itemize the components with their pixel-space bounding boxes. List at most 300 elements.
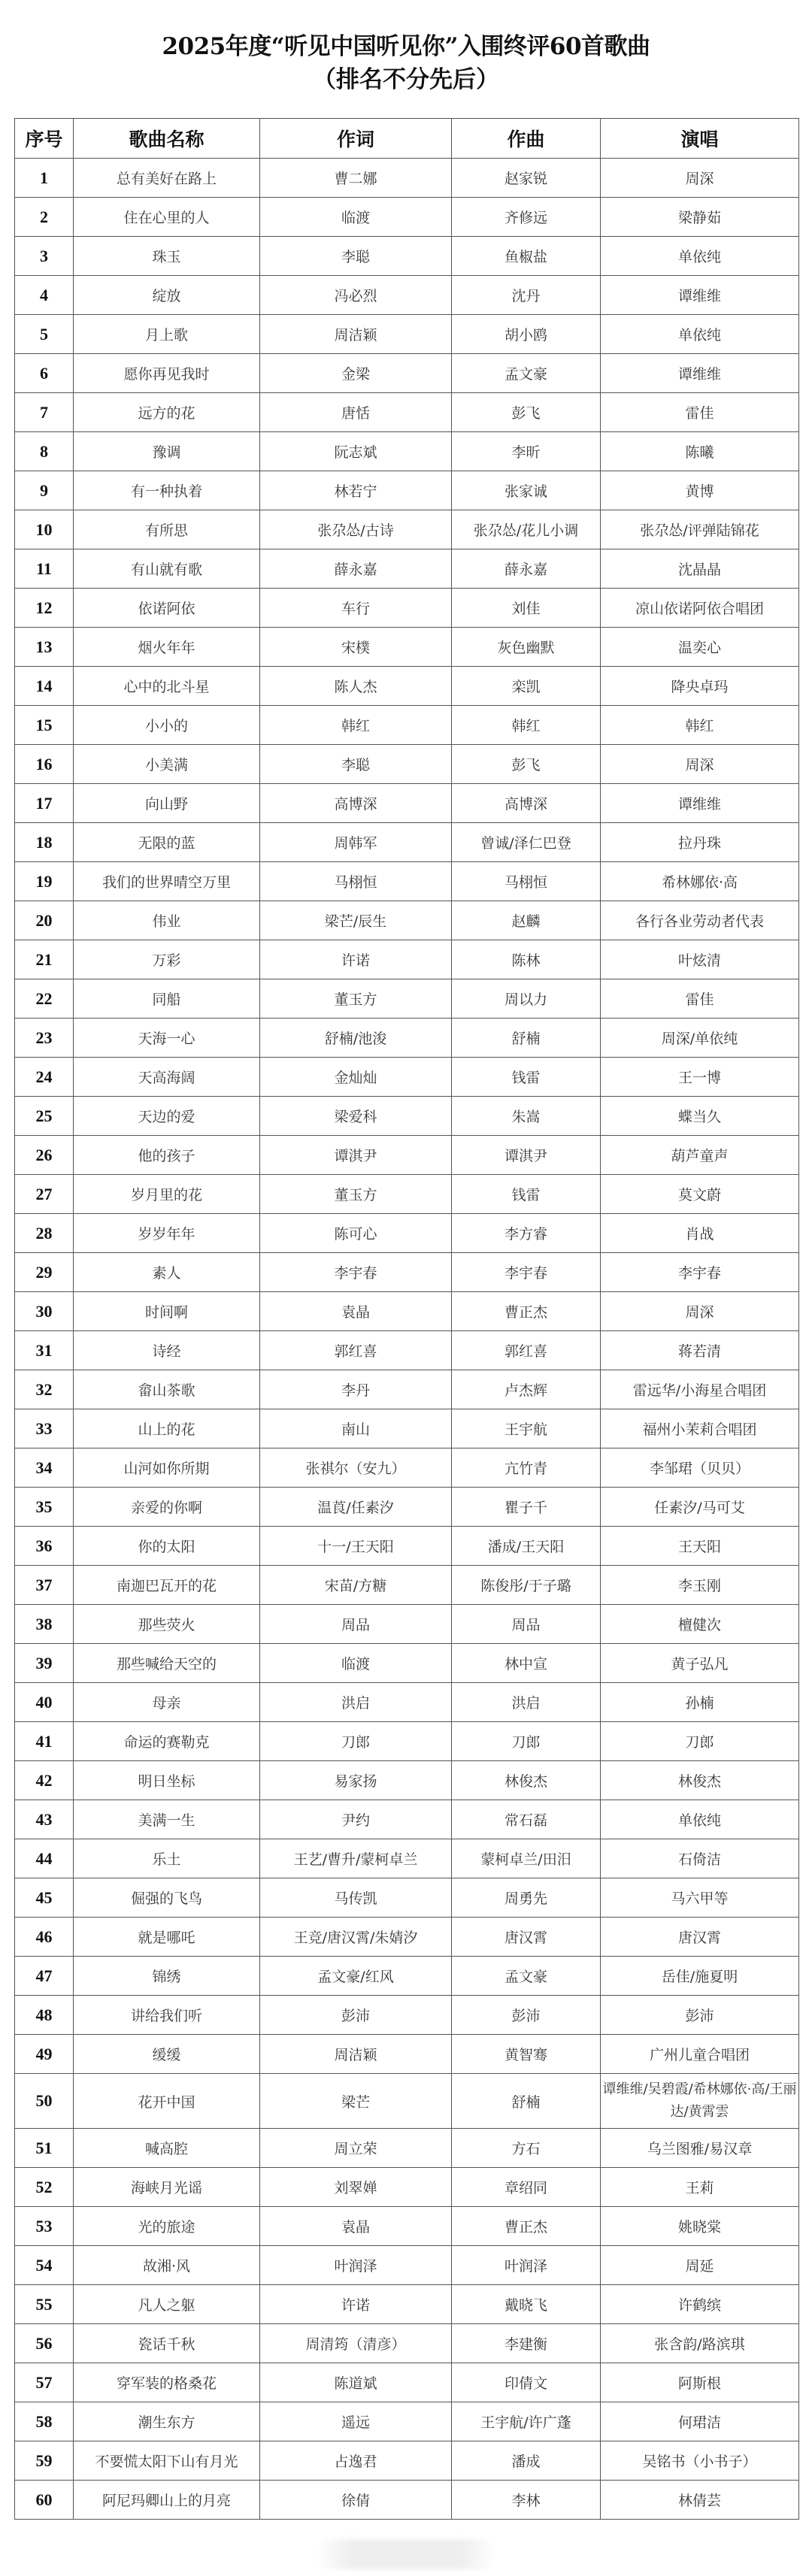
cell-song-title: 潮生东方 [74,2402,260,2441]
cell-song-title: 锦绣 [74,1957,260,1996]
cell-composer: 钱雷 [452,1058,601,1097]
table-row [15,784,799,823]
cell-performer: 李邹珺（贝贝） [601,1448,799,1488]
cell-lyricist: 洪启 [260,1683,452,1722]
table-row [15,1370,799,1409]
cell-performer: 梁静茹 [601,198,799,237]
cell-song-title: 那些喊给天空的 [74,1644,260,1683]
cell-lyricist: 董玉方 [260,979,452,1019]
cell-index: 27 [15,1175,74,1214]
cell-index: 33 [15,1409,74,1448]
cell-composer: 黄智骞 [452,2035,601,2074]
table-row [15,2246,799,2285]
cell-performer: 马六甲等 [601,1878,799,1918]
cell-performer: 林倩芸 [601,2481,799,2520]
cell-song-title: 畲山茶歌 [74,1370,260,1409]
cell-index: 14 [15,667,74,706]
cell-composer: 朱嵩 [452,1097,601,1136]
cell-song-title: 讲给我们听 [74,1996,260,2035]
cell-performer: 单依纯 [601,1800,799,1839]
cell-lyricist: 唐恬 [260,393,452,432]
cell-index: 44 [15,1839,74,1878]
cell-composer: 李宇春 [452,1253,601,1292]
cell-lyricist: 叶润泽 [260,2246,452,2285]
cell-performer: 何珺洁 [601,2402,799,2441]
cell-song-title: 乐土 [74,1839,260,1878]
cell-song-title: 山上的花 [74,1409,260,1448]
cell-index: 8 [15,432,74,471]
cell-composer: 舒楠 [452,1019,601,1058]
table-row [15,1175,799,1214]
table-row [15,1058,799,1097]
table-row [15,393,799,432]
cell-index: 25 [15,1097,74,1136]
cell-index: 52 [15,2168,74,2207]
cell-lyricist: 金灿灿 [260,1058,452,1097]
cell-performer: 姚晓棠 [601,2207,799,2246]
cell-song-title: 绽放 [74,276,260,315]
cell-performer: 葫芦童声 [601,1136,799,1175]
cell-lyricist: 周洁颖 [260,2035,452,2074]
cell-composer: 潘成/王天阳 [452,1527,601,1566]
cell-lyricist: 梁芒 [260,2074,452,2129]
page-title: 2025年度“听见中国听见你”入围终评60首歌曲 [162,33,650,60]
table-row [15,354,799,393]
cell-index: 19 [15,862,74,901]
cell-composer: 张家诚 [452,471,601,510]
cell-song-title: 你的太阳 [74,1527,260,1566]
cell-composer: 郭红喜 [452,1331,601,1370]
cell-song-title: 我们的世界晴空万里 [74,862,260,901]
cell-index: 15 [15,706,74,745]
cell-lyricist: 临渡 [260,198,452,237]
cell-index: 6 [15,354,74,393]
cell-performer: 黄博 [601,471,799,510]
cell-composer: 唐汉霄 [452,1918,601,1957]
header-composer: 作曲 [452,119,601,159]
table-row [15,237,799,276]
cell-lyricist: 袁晶 [260,2207,452,2246]
table-row [15,823,799,862]
cell-composer: 李方睿 [452,1214,601,1253]
cell-song-title: 岁月里的花 [74,1175,260,1214]
cell-index: 42 [15,1761,74,1800]
cell-song-title: 美满一生 [74,1800,260,1839]
cell-composer: 高博深 [452,784,601,823]
table-row [15,2168,799,2207]
cell-performer: 林俊杰 [601,1761,799,1800]
cell-song-title: 向山野 [74,784,260,823]
cell-song-title: 海峡月光谣 [74,2168,260,2207]
cell-lyricist: 王竞/唐汉霄/朱婧汐 [260,1918,452,1957]
cell-lyricist: 张尕怂/古诗 [260,510,452,549]
cell-index: 24 [15,1058,74,1097]
table-row [15,471,799,510]
table-row [15,589,799,628]
cell-song-title: 那些荧火 [74,1605,260,1644]
cell-performer: 许鹤缤 [601,2285,799,2324]
cell-performer: 雷佳 [601,979,799,1019]
cell-performer: 谭维维 [601,784,799,823]
cell-performer: 雷远华/小海星合唱团 [601,1370,799,1409]
cell-lyricist: 周韩军 [260,823,452,862]
cell-index: 12 [15,589,74,628]
cell-lyricist: 临渡 [260,1644,452,1683]
cell-song-title: 心中的北斗星 [74,667,260,706]
cell-performer: 刀郎 [601,1722,799,1761]
cell-song-title: 亲爱的你啊 [74,1488,260,1527]
table-row [15,1292,799,1331]
cell-performer: 肖战 [601,1214,799,1253]
document-header [0,30,812,96]
cell-performer: 莫文蔚 [601,1175,799,1214]
cell-performer: 叶炫清 [601,940,799,979]
cell-performer: 福州小茉莉合唱团 [601,1409,799,1448]
cell-composer: 李昕 [452,432,601,471]
cell-performer: 彭沛 [601,1996,799,2035]
cell-song-title: 瓷话千秋 [74,2324,260,2363]
cell-lyricist: 张祺尔（安九） [260,1448,452,1488]
cell-composer: 张尕怂/花儿小调 [452,510,601,549]
cell-composer: 王宇航/许广蓬 [452,2402,601,2441]
cell-composer: 沈丹 [452,276,601,315]
cell-song-title: 天海一心 [74,1019,260,1058]
cell-composer: 章绍同 [452,2168,601,2207]
cell-index: 46 [15,1918,74,1957]
cell-lyricist: 易家扬 [260,1761,452,1800]
cell-song-title: 总有美好在路上 [74,159,260,198]
cell-performer: 檀健次 [601,1605,799,1644]
cell-index: 43 [15,1800,74,1839]
cell-composer: 蒙柯卓兰/田汨 [452,1839,601,1878]
cell-lyricist: 阮志斌 [260,432,452,471]
cell-index: 41 [15,1722,74,1761]
cell-song-title: 就是哪吒 [74,1918,260,1957]
cell-song-title: 母亲 [74,1683,260,1722]
cell-lyricist: 马栩恒 [260,862,452,901]
cell-song-title: 天边的爱 [74,1097,260,1136]
cell-song-title: 光的旅途 [74,2207,260,2246]
cell-performer: 谭维维 [601,276,799,315]
cell-performer: 沈晶晶 [601,549,799,589]
cell-index: 31 [15,1331,74,1370]
table-row [15,745,799,784]
cell-index: 45 [15,1878,74,1918]
cell-lyricist: 梁爱科 [260,1097,452,1136]
table-row [15,1761,799,1800]
table-row [15,159,799,198]
cell-lyricist: 宋苗/方糖 [260,1566,452,1605]
cell-lyricist: 李聪 [260,745,452,784]
table-row [15,432,799,471]
cell-song-title: 故湘·风 [74,2246,260,2285]
cell-index: 35 [15,1488,74,1527]
cell-composer: 陈林 [452,940,601,979]
cell-index: 51 [15,2129,74,2168]
cell-song-title: 阿尼玛卿山上的月亮 [74,2481,260,2520]
cell-lyricist: 李聪 [260,237,452,276]
cell-composer: 齐修远 [452,198,601,237]
table-row [15,667,799,706]
table-row [15,1683,799,1722]
cell-lyricist: 十一/王天阳 [260,1527,452,1566]
cell-song-title: 不要慌太阳下山有月光 [74,2441,260,2481]
table-row [15,1136,799,1175]
cell-performer: 周延 [601,2246,799,2285]
cell-composer: 胡小鸥 [452,315,601,354]
cell-lyricist: 车行 [260,589,452,628]
table-row [15,2285,799,2324]
cell-lyricist: 尹约 [260,1800,452,1839]
cell-performer: 黄子弘凡 [601,1644,799,1683]
cell-performer: 陈曦 [601,432,799,471]
cell-song-title: 喊高腔 [74,2129,260,2168]
cell-index: 59 [15,2441,74,2481]
cell-index: 40 [15,1683,74,1722]
cell-lyricist: 舒楠/池浚 [260,1019,452,1058]
table-row [15,1957,799,1996]
table-row [15,2481,799,2520]
cell-song-title: 万彩 [74,940,260,979]
cell-index: 37 [15,1566,74,1605]
cell-song-title: 伟业 [74,901,260,940]
cell-song-title: 岁岁年年 [74,1214,260,1253]
cell-composer: 马栩恒 [452,862,601,901]
cell-lyricist: 许诺 [260,2285,452,2324]
table-row [15,862,799,901]
cell-composer: 周品 [452,1605,601,1644]
cell-song-title: 豫调 [74,432,260,471]
cell-composer: 曹正杰 [452,2207,601,2246]
header-performer: 演唱 [601,119,799,159]
cell-composer: 亢竹青 [452,1448,601,1488]
cell-song-title: 时间啊 [74,1292,260,1331]
cell-lyricist: 周清筠（清彦） [260,2324,452,2363]
cell-performer: 吴铭书（小书子） [601,2441,799,2481]
cell-song-title: 同船 [74,979,260,1019]
cell-composer: 林中宣 [452,1644,601,1683]
cell-composer: 潘成 [452,2441,601,2481]
table-row [15,628,799,667]
cell-composer: 刘佳 [452,589,601,628]
cell-lyricist: 南山 [260,1409,452,1448]
cell-performer: 周深/单依纯 [601,1019,799,1058]
cell-lyricist: 薛永嘉 [260,549,452,589]
cell-composer: 彭飞 [452,745,601,784]
cell-composer: 常石磊 [452,1800,601,1839]
cell-song-title: 倔强的飞鸟 [74,1878,260,1918]
cell-index: 22 [15,979,74,1019]
cell-composer: 瞿子千 [452,1488,601,1527]
page-subtitle: （排名不分先后） [313,66,499,93]
cell-lyricist: 彭沛 [260,1996,452,2035]
cell-song-title: 天高海阔 [74,1058,260,1097]
cell-song-title: 远方的花 [74,393,260,432]
cell-lyricist: 郭红喜 [260,1331,452,1370]
cell-song-title: 南迦巴瓦开的花 [74,1566,260,1605]
cell-composer: 周勇先 [452,1878,601,1918]
cell-song-title: 住在心里的人 [74,198,260,237]
cell-performer: 蒋若清 [601,1331,799,1370]
cell-performer: 周深 [601,159,799,198]
cell-composer: 印倩文 [452,2363,601,2402]
cell-performer: 张尕怂/评弹陆锦花 [601,510,799,549]
cell-index: 18 [15,823,74,862]
cell-performer: 王莉 [601,2168,799,2207]
cell-composer: 洪启 [452,1683,601,1722]
cell-song-title: 凡人之躯 [74,2285,260,2324]
table-row [15,1644,799,1683]
table-row [15,1019,799,1058]
cell-performer: 广州儿童合唱团 [601,2035,799,2074]
cell-index: 9 [15,471,74,510]
cell-lyricist: 高博深 [260,784,452,823]
table-row [15,901,799,940]
table-row [15,315,799,354]
cell-index: 48 [15,1996,74,2035]
table-row [15,2129,799,2168]
cell-song-title: 有所思 [74,510,260,549]
cell-composer: 栾凯 [452,667,601,706]
cell-song-title: 珠玉 [74,237,260,276]
cell-composer: 林俊杰 [452,1761,601,1800]
cell-song-title: 素人 [74,1253,260,1292]
cell-song-title: 明日坐标 [74,1761,260,1800]
table-header-row [15,119,799,159]
cell-index: 17 [15,784,74,823]
cell-composer: 韩红 [452,706,601,745]
cell-performer: 谭维维/吴碧霞/希林娜依·高/王丽达/黄霄雲 [601,2074,799,2129]
cell-song-title: 山河如你所期 [74,1448,260,1488]
cell-index: 4 [15,276,74,315]
watermark-overlay [316,2539,496,2569]
cell-lyricist: 周立荣 [260,2129,452,2168]
cell-song-title: 缓缓 [74,2035,260,2074]
cell-performer: 任素汐/马可艾 [601,1488,799,1527]
cell-index: 13 [15,628,74,667]
cell-song-title: 依诺阿依 [74,589,260,628]
cell-performer: 唐汉霄 [601,1918,799,1957]
cell-song-title: 有一种执着 [74,471,260,510]
cell-song-title: 烟火年年 [74,628,260,667]
cell-performer: 乌兰图雅/易汉章 [601,2129,799,2168]
table-row [15,1996,799,2035]
table-row [15,1488,799,1527]
cell-index: 49 [15,2035,74,2074]
cell-composer: 陈俊彤/于子璐 [452,1566,601,1605]
cell-performer: 温奕心 [601,628,799,667]
cell-composer: 赵家锐 [452,159,601,198]
cell-performer: 拉丹珠 [601,823,799,862]
cell-song-title: 诗经 [74,1331,260,1370]
table-row [15,2441,799,2481]
table-row [15,1839,799,1878]
cell-performer: 各行各业劳动者代表 [601,901,799,940]
cell-index: 29 [15,1253,74,1292]
cell-composer: 灰色幽默 [452,628,601,667]
cell-index: 16 [15,745,74,784]
cell-lyricist: 李宇春 [260,1253,452,1292]
cell-performer: 雷佳 [601,393,799,432]
table-row [15,1800,799,1839]
table-row [15,1878,799,1918]
header-index: 序号 [15,119,74,159]
table-row [15,706,799,745]
cell-lyricist: 韩红 [260,706,452,745]
cell-composer: 谭淇尹 [452,1136,601,1175]
cell-lyricist: 马传凯 [260,1878,452,1918]
cell-performer: 王一博 [601,1058,799,1097]
cell-index: 5 [15,315,74,354]
cell-index: 3 [15,237,74,276]
cell-lyricist: 曹二娜 [260,159,452,198]
cell-composer: 薛永嘉 [452,549,601,589]
cell-composer: 王宇航 [452,1409,601,1448]
table-row [15,2074,799,2129]
cell-lyricist: 董玉方 [260,1175,452,1214]
cell-lyricist: 遥远 [260,2402,452,2441]
table-row [15,549,799,589]
cell-composer: 叶润泽 [452,2246,601,2285]
header-lyricist: 作词 [260,119,452,159]
table-row [15,2207,799,2246]
cell-lyricist: 袁晶 [260,1292,452,1331]
cell-lyricist: 许诺 [260,940,452,979]
cell-composer: 方石 [452,2129,601,2168]
cell-index: 11 [15,549,74,589]
table-row [15,1097,799,1136]
cell-index: 47 [15,1957,74,1996]
cell-index: 58 [15,2402,74,2441]
cell-composer: 李林 [452,2481,601,2520]
cell-performer: 单依纯 [601,237,799,276]
cell-performer: 孙楠 [601,1683,799,1722]
cell-lyricist: 徐倩 [260,2481,452,2520]
cell-lyricist: 金梁 [260,354,452,393]
table-row [15,276,799,315]
cell-composer: 戴晓飞 [452,2285,601,2324]
table-row [15,1409,799,1448]
cell-lyricist: 冯必烈 [260,276,452,315]
cell-song-title: 小美满 [74,745,260,784]
cell-performer: 降央卓玛 [601,667,799,706]
cell-lyricist: 陈可心 [260,1214,452,1253]
table-row [15,1722,799,1761]
cell-index: 54 [15,2246,74,2285]
table-row [15,1566,799,1605]
cell-composer: 周以力 [452,979,601,1019]
table-row [15,198,799,237]
cell-index: 55 [15,2285,74,2324]
cell-composer: 钱雷 [452,1175,601,1214]
cell-song-title: 小小的 [74,706,260,745]
cell-lyricist: 刀郎 [260,1722,452,1761]
cell-composer: 李建衡 [452,2324,601,2363]
cell-index: 53 [15,2207,74,2246]
table-row [15,2324,799,2363]
cell-composer: 鱼椒盐 [452,237,601,276]
cell-lyricist: 刘翠婵 [260,2168,452,2207]
cell-index: 50 [15,2074,74,2129]
table-row [15,2363,799,2402]
cell-performer: 韩红 [601,706,799,745]
cell-performer: 张含韵/路滨琪 [601,2324,799,2363]
table-row [15,1527,799,1566]
cell-index: 10 [15,510,74,549]
cell-index: 28 [15,1214,74,1253]
cell-performer: 周深 [601,1292,799,1331]
cell-index: 60 [15,2481,74,2520]
